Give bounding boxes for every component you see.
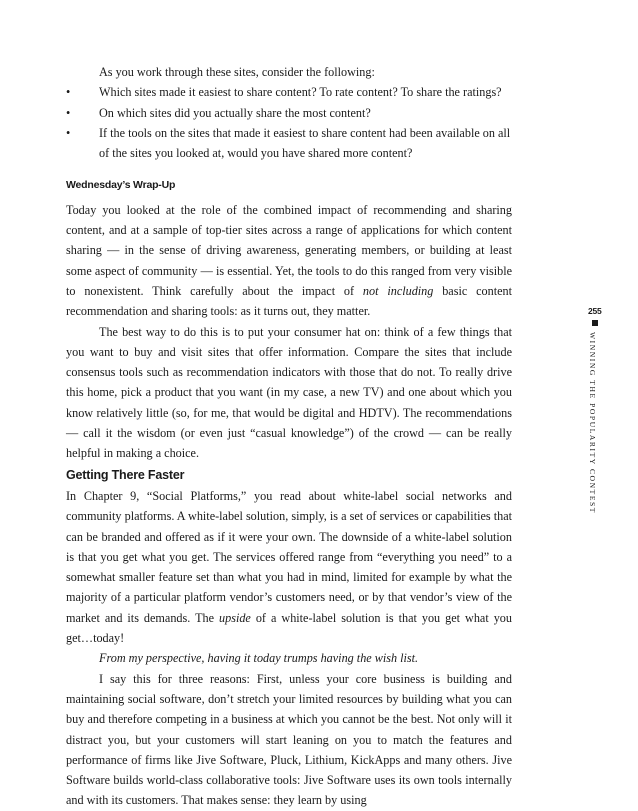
- wrapup-p1-text-b: basic content recommendation and sharing tools: as it turns out, they matter.: [66, 283, 512, 319]
- exercise-intro: As you work through these sites, consider the following:: [99, 65, 375, 79]
- wrapup-paragraph-1: [66, 200, 512, 322]
- faster-p1-text-b: of a white-label solution is that you get what you get…today!: [66, 610, 512, 646]
- list-item: [66, 103, 512, 123]
- square-icon: [592, 320, 598, 326]
- running-head: WINNING THE POPULARITY CONTEST: [588, 332, 597, 514]
- faster-paragraph-1: [66, 486, 512, 648]
- list-item-text: If the tools on the sites that made it easiest to share content had been available on all of the sites you looked at, would you have shared more content?: [99, 125, 511, 161]
- section-heading-getting-there-faster: Getting There Faster: [66, 467, 185, 482]
- faster-p2-quote: From my perspective, having it today trumps having the wish list.: [99, 651, 419, 666]
- faster-p1-emphasis: upside: [219, 610, 251, 625]
- list-item-text: Which sites made it easiest to share content? To rate content? To share the ratings?: [99, 85, 502, 100]
- bullet-icon: •: [66, 85, 71, 100]
- list-item-text: On which sites did you actually share the most content?: [99, 105, 371, 120]
- faster-paragraph-3: I say this for three reasons: First, unless your core business is building and maintaining social software, don’t stretch your limited resources by building what you can buy and therefore competing in a business at which you cannot be the best. Not only will it distract you, but your customers will start leaning on you to match the features and performance of firms like Jive Software, Pluck, Lithium, KickApps and many others. Jive Software builds world-class collaborative tools: Jive Software uses its own tools internally and with its customers. That makes sense: they learn by using: [66, 671, 512, 808]
- bullet-icon: •: [66, 105, 71, 120]
- list-item: [66, 123, 512, 164]
- section-heading-wrapup: Wednesday’s Wrap-Up: [66, 179, 176, 192]
- wrapup-paragraph-2: The best way to do this is to put your consumer hat on: think of a few things that you want to buy and visit sites that offer information. Compare the sites that include consensus tools such as recommendation indicators with those that do not. To really drive this home, pick a product that you want (in my case, a new TV) and one about which you know relatively little (so, for me, that would be digital and HDTV). The recommendations — call it the wisdom (or even just “casual knowledge”) of the crowd — can be really helpful in making a choice.: [66, 324, 512, 461]
- page-body: [66, 62, 512, 811]
- faster-p1-text-a: In Chapter 9, “Social Platforms,” you read about white-label social networks and community platforms. A white-label solution, simply, is a set of services or capabilities that can be branded and offered as if it were your own. The downside of a white-label solution is that you get what you get. The services offered range from “everything you need” to a somewhat smaller feature set than what you had in mind, limited for example by what the majority of a particular platform vendor’s customers need, or by that vendor’s view of the market and its demands. The: [66, 488, 512, 625]
- list-item: [66, 82, 512, 102]
- faster-paragraph-2: [66, 648, 512, 668]
- wrapup-p1-text-a: Today you looked at the role of the combined impact of recommending and sharing content, and at a sample of top-tier sites across a range of applications for which content sharing — in the sense of driving awareness, generating members, or building at least some aspect of community — is essential. Yet, the tools to do this ranged from very visible to nonexistent. Think carefully about the impact of: [66, 202, 512, 298]
- wrapup-p1-emphasis: not including: [362, 283, 434, 298]
- page-number: 255: [588, 306, 602, 316]
- exercise-bullet-list: [66, 82, 512, 163]
- bullet-icon: •: [66, 125, 71, 140]
